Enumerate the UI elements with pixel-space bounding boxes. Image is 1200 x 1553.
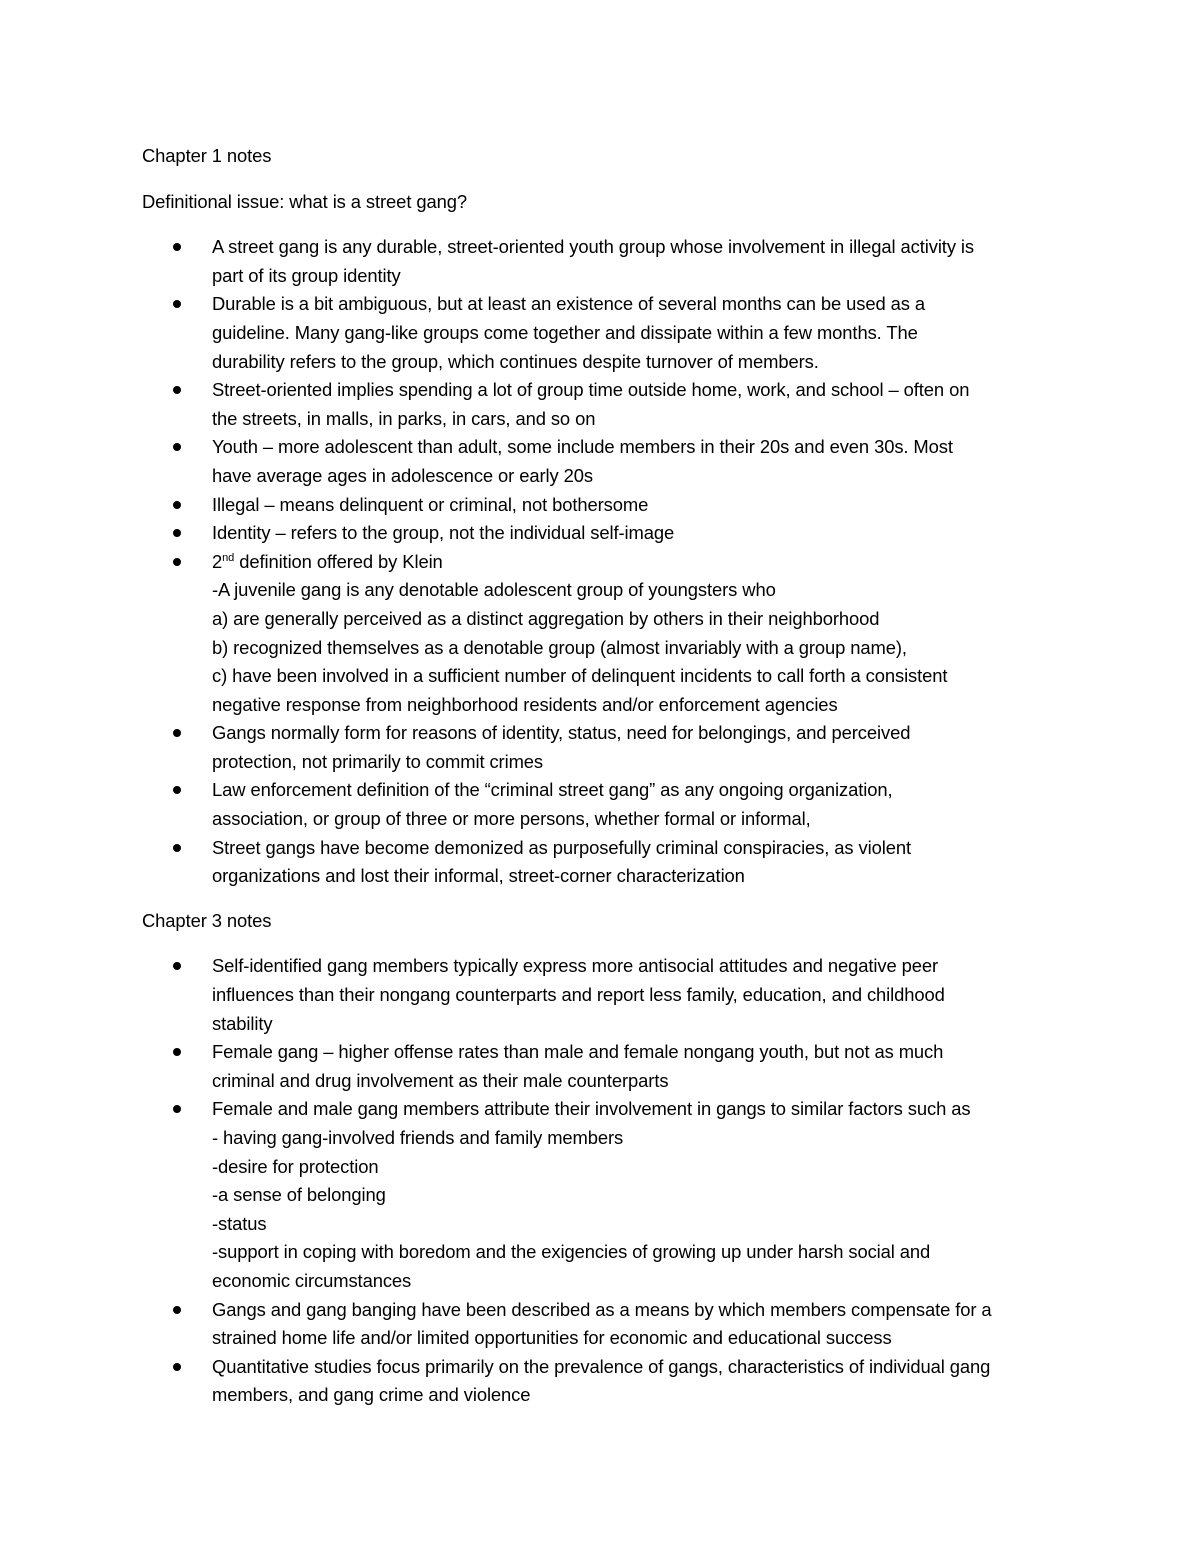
bullet-line: have average ages in adolescence or early 20s — [212, 464, 593, 486]
list-item — [142, 1038, 1072, 1095]
list-item — [142, 1296, 1072, 1353]
list-item — [142, 1353, 1072, 1410]
bullet-line: members, and gang crime and violence — [212, 1384, 531, 1406]
bullet-line: Identity – refers to the group, not the individual self-image — [212, 522, 675, 544]
list-item — [142, 519, 1072, 548]
list-item — [142, 719, 1072, 776]
bullet-icon — [173, 386, 181, 394]
list-item — [142, 952, 1072, 1038]
list-item — [142, 290, 1072, 376]
list-item — [142, 233, 1072, 290]
bullet-line: c) have been involved in a sufficient number of delinquent incidents to call forth a consistent — [212, 665, 948, 687]
list-item — [142, 376, 1072, 433]
chapter-1-bullet-list — [142, 233, 1072, 891]
bullet-line: Durable is a bit ambiguous, but at least an existence of several months can be used as a — [212, 293, 925, 315]
bullet-icon — [173, 729, 181, 737]
chapter-1-subheading: Definitional issue: what is a street gang? — [142, 190, 467, 212]
bullet-line: Law enforcement definition of the “criminal street gang” as any ongoing organization, — [212, 779, 893, 801]
bullet-line: part of its group identity — [212, 264, 401, 286]
bullet-line: a) are generally perceived as a distinct aggregation by others in their neighborhood — [212, 607, 880, 629]
bullet-line: Female gang – higher offense rates than male and female nongang youth, but not as much — [212, 1041, 944, 1063]
bullet-icon — [173, 1105, 181, 1113]
bullet-icon — [173, 443, 181, 451]
bullet-line: negative response from neighborhood residents and/or enforcement agencies — [212, 693, 838, 715]
bullet-line: Street gangs have become demonized as purposefully criminal conspiracies, as violent — [212, 836, 911, 858]
bullet-icon — [173, 529, 181, 537]
bullet-text: definition offered by Klein — [234, 550, 443, 572]
bullet-line: association, or group of three or more persons, whether formal or informal, — [212, 808, 811, 830]
bullet-line: protection, not primarily to commit crimes — [212, 750, 544, 772]
bullet-line: -desire for protection — [212, 1155, 379, 1177]
bullet-line: b) recognized themselves as a denotable group (almost invariably with a group name), — [212, 636, 907, 658]
list-item — [142, 834, 1072, 891]
bullet-line: -A juvenile gang is any denotable adolescent group of youngsters who — [212, 579, 776, 601]
list-item — [142, 548, 1072, 720]
bullet-line — [212, 548, 1072, 577]
chapter-3-bullet-list — [142, 952, 1072, 1410]
bullet-icon — [173, 1306, 181, 1314]
bullet-line: Gangs and gang banging have been described as a means by which members compensate for a — [212, 1298, 992, 1320]
bullet-line: Self-identified gang members typically express more antisocial attitudes and negative peer — [212, 955, 938, 977]
document-page — [142, 142, 1072, 1426]
ordinal-number: 2 — [212, 550, 223, 572]
bullet-line: the streets, in malls, in parks, in cars, and so on — [212, 407, 596, 429]
bullet-line: influences than their nongang counterparts and report less family, education, and childhood — [212, 984, 945, 1006]
bullet-icon — [173, 558, 181, 566]
chapter-3-heading: Chapter 3 notes — [142, 909, 272, 931]
bullet-line: -status — [212, 1212, 267, 1234]
bullet-line: -a sense of belonging — [212, 1184, 386, 1206]
bullet-icon — [173, 300, 181, 308]
bullet-line: Street-oriented implies spending a lot of group time outside home, work, and school – often on — [212, 379, 970, 401]
list-item — [142, 433, 1072, 490]
bullet-line: durability refers to the group, which continues despite turnover of members. — [212, 350, 819, 372]
bullet-line: A street gang is any durable, street-oriented youth group whose involvement in illegal activity is — [212, 236, 975, 258]
bullet-icon — [173, 1048, 181, 1056]
ordinal-suffix: nd — [222, 551, 235, 564]
bullet-icon — [173, 1363, 181, 1371]
bullet-line: Female and male gang members attribute their involvement in gangs to similar factors such as — [212, 1098, 971, 1120]
bullet-line: Illegal – means delinquent or criminal, not bothersome — [212, 493, 649, 515]
bullet-line: -support in coping with boredom and the exigencies of growing up under harsh social and — [212, 1241, 931, 1263]
bullet-icon — [173, 962, 181, 970]
bullet-line: - having gang-involved friends and family members — [212, 1127, 624, 1148]
bullet-icon — [173, 844, 181, 852]
bullet-icon — [173, 243, 181, 251]
list-item — [142, 491, 1072, 520]
bullet-line: stability — [212, 1012, 273, 1034]
bullet-line: Youth – more adolescent than adult, some include members in their 20s and even 30s. Most — [212, 436, 953, 458]
bullet-line: economic circumstances — [212, 1269, 412, 1291]
bullet-line: criminal and drug involvement as their male counterparts — [212, 1069, 669, 1091]
bullet-line: guideline. Many gang-like groups come together and dissipate within a few months. The — [212, 321, 918, 343]
bullet-line: Quantitative studies focus primarily on the prevalence of gangs, characteristics of individual gang — [212, 1355, 991, 1377]
list-item — [142, 776, 1072, 833]
list-item — [142, 1095, 1072, 1295]
bullet-line: strained home life and/or limited opportunities for economic and educational success — [212, 1327, 892, 1349]
bullet-line: Gangs normally form for reasons of identity, status, need for belongings, and perceived — [212, 722, 911, 744]
bullet-icon — [173, 786, 181, 794]
bullet-line: organizations and lost their informal, street-corner characterization — [212, 865, 745, 887]
bullet-icon — [173, 501, 181, 509]
chapter-1-heading: Chapter 1 notes — [142, 145, 272, 166]
